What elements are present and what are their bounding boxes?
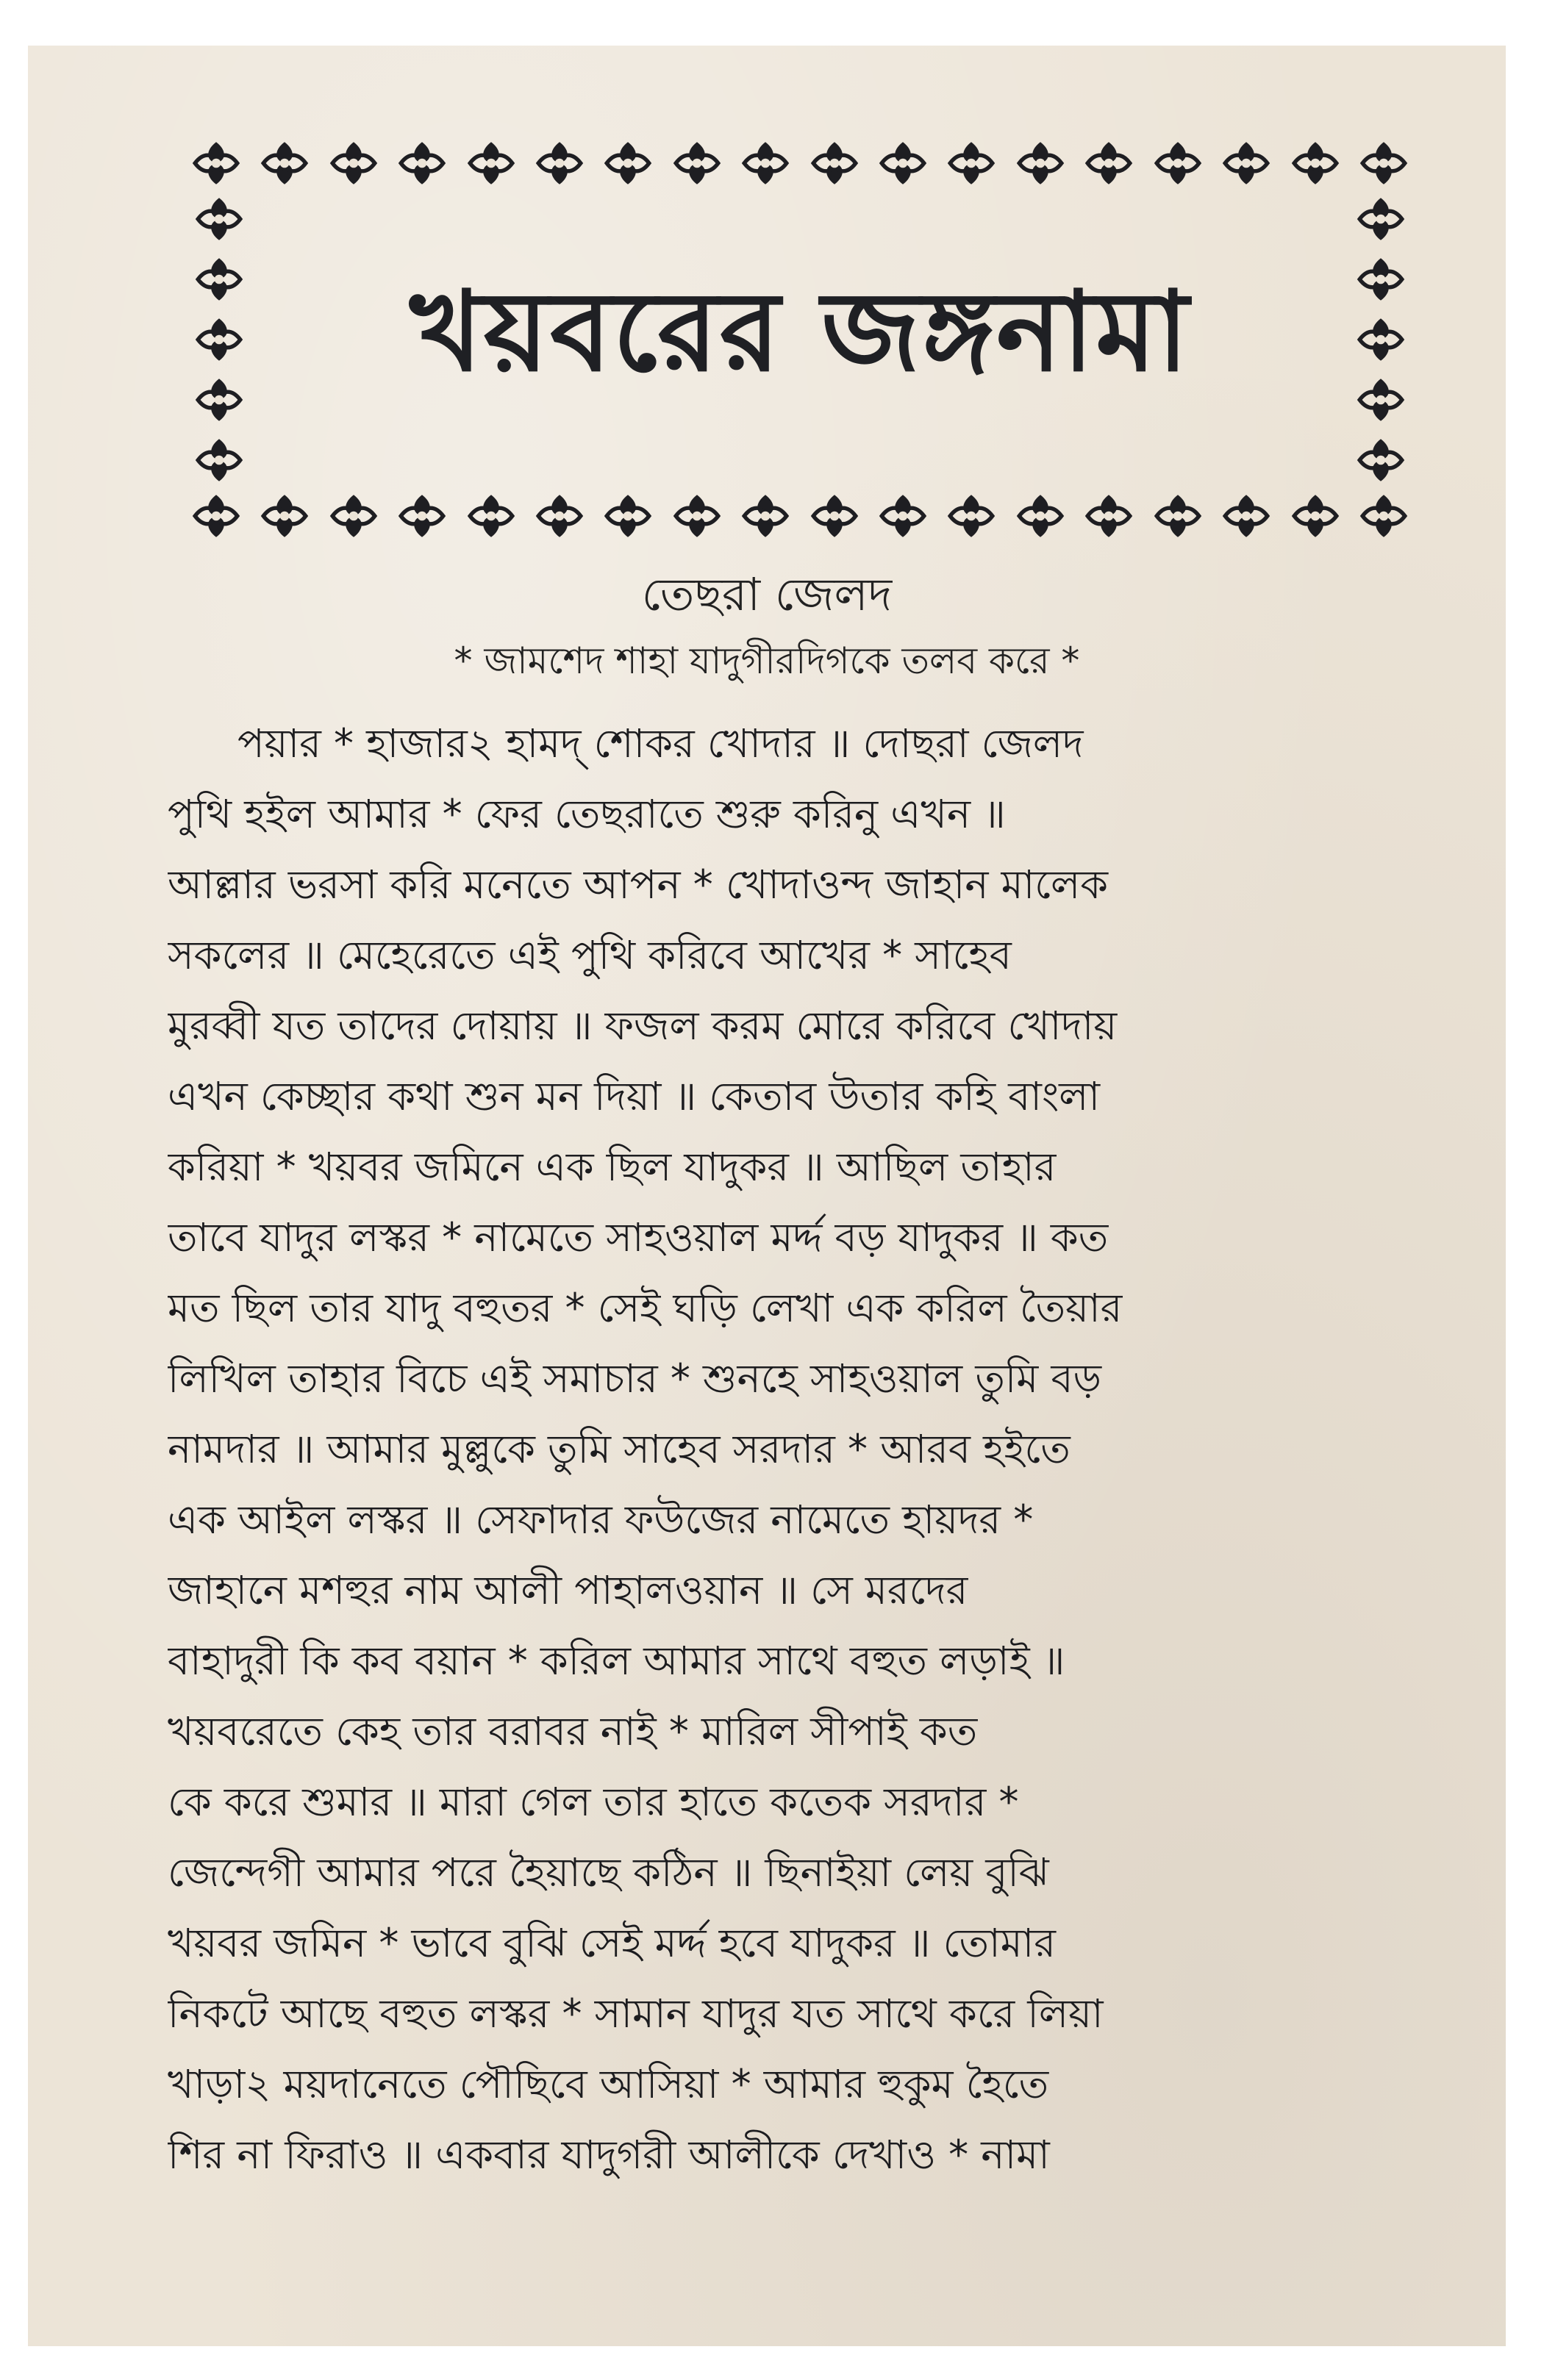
verse-line: খাড়া২ ময়দানেতে পৌছিবে আসিয়া * আমার হুকুম হৈতে	[168, 2061, 1049, 2107]
verse-line: বাহাদুরী কি কব বয়ান * করিল আমার সাথে বহুত লড়াই ॥	[168, 1638, 1065, 1684]
floral-ornament-icon	[258, 490, 311, 542]
floral-ornament-icon	[601, 137, 654, 190]
floral-ornament-icon	[396, 137, 448, 190]
floral-ornament-icon	[739, 137, 792, 190]
verse-line: নিকটে আছে বহুত লস্কর * সামান যাদুর যত সাথে করে লিয়া	[168, 1990, 1104, 2037]
floral-ornament-icon	[1220, 137, 1273, 190]
floral-ornament-icon	[1289, 137, 1342, 190]
floral-ornament-icon	[533, 137, 586, 190]
floral-ornament-icon	[1354, 253, 1407, 306]
volume-subtitle: তেছরা জেলদ	[641, 567, 893, 621]
floral-ornament-icon	[945, 137, 998, 190]
floral-ornament-icon	[1014, 490, 1067, 542]
verse-line: মুরব্বী যত তাদের দোয়ায় ॥ ফজল করম মোরে করিবে খোদায়	[168, 1003, 1118, 1049]
verse-line: খয়বর জমিন * ভাবে বুঝি সেই মর্দ্দ হবে যাদুকর ॥ তোমার	[168, 1920, 1057, 1966]
floral-ornament-icon	[1151, 137, 1204, 190]
ornamental-border-left	[190, 193, 249, 487]
floral-ornament-icon	[601, 490, 654, 542]
verse-line: নামদার ॥ আমার মুল্লুকে তুমি সাহেব সরদার * আরব হইতে	[168, 1426, 1071, 1472]
verse-line: মত ছিল তার যাদু বহুতর * সেই ঘড়ি লেখা এক করিল তৈয়ার	[168, 1285, 1123, 1331]
floral-ornament-icon	[533, 490, 586, 542]
verse-line: এখন কেচ্ছার কথা শুন মন দিয়া ॥ কেতাব উতার কহি বাংলা	[168, 1073, 1101, 1119]
floral-ornament-icon	[193, 193, 246, 245]
floral-ornament-icon	[671, 490, 723, 542]
ornamental-title-frame	[190, 134, 1410, 545]
verse-body	[168, 711, 1447, 2193]
verse-line: লিখিল তাহার বিচে এই সমাচার * শুনহে সাহওয়াল তুমি বড়	[168, 1355, 1102, 1402]
verse-line: আল্লার ভরসা করি মনেতে আপন * খোদাওন্দ জাহান মালেক	[168, 861, 1109, 908]
floral-ornament-icon	[808, 137, 861, 190]
verse-line: জাহানে মশহুর নাম আলী পাহালওয়ান ॥ সে মরদের	[168, 1567, 968, 1613]
floral-ornament-icon	[876, 490, 929, 542]
book-page	[28, 46, 1506, 2346]
ornamental-border-top	[190, 134, 1410, 193]
floral-ornament-icon	[1082, 490, 1135, 542]
verse-line: খয়বরেতে কেহ তার বরাবর নাই * মারিল সীপাই কত	[168, 1708, 978, 1754]
floral-ornament-icon	[327, 490, 380, 542]
floral-ornament-icon	[258, 137, 311, 190]
floral-ornament-icon	[327, 137, 380, 190]
floral-ornament-icon	[1014, 137, 1067, 190]
verse-line: পয়ার * হাজার২ হামদ্ শোকর খোদার ॥ দোছরা জেলদ	[237, 720, 1084, 767]
floral-ornament-icon	[1354, 373, 1407, 426]
floral-ornament-icon	[739, 490, 792, 542]
floral-ornament-icon	[190, 490, 243, 542]
floral-ornament-icon	[465, 490, 518, 542]
floral-ornament-icon	[1357, 490, 1410, 542]
floral-ornament-icon	[1220, 490, 1273, 542]
floral-ornament-icon	[193, 434, 246, 487]
verse-line: করিয়া * খয়বর জমিনে এক ছিল যাদুকর ॥ আছিল তাহার	[168, 1144, 1057, 1190]
floral-ornament-icon	[190, 137, 243, 190]
verse-line: পুথি হইল আমার * ফের তেছরাতে শুরু করিনু এখন ॥	[168, 791, 1006, 837]
floral-ornament-icon	[1289, 490, 1342, 542]
verse-line: তাবে যাদুর লস্কর * নামেতে সাহওয়াল মর্দ্দ বড় যাদুকর ॥ কত	[168, 1214, 1109, 1261]
floral-ornament-icon	[396, 490, 448, 542]
floral-ornament-icon	[1354, 434, 1407, 487]
page-title: খয়বরের জঙ্গনামা	[410, 268, 1190, 396]
floral-ornament-icon	[1082, 137, 1135, 190]
verse-line: শির না ফিরাও ॥ একবার যাদুগরী আলীকে দেখাও * নামা	[168, 2132, 1050, 2178]
floral-ornament-icon	[808, 490, 861, 542]
verse-line: জেন্দেগী আমার পরে হৈয়াছে কঠিন ॥ ছিনাইয়া লেয় বুঝি	[168, 1849, 1049, 1896]
ornamental-border-bottom	[190, 487, 1410, 545]
floral-ornament-icon	[465, 137, 518, 190]
floral-ornament-icon	[1151, 490, 1204, 542]
ornamental-border-right	[1351, 193, 1410, 487]
floral-ornament-icon	[671, 137, 723, 190]
floral-ornament-icon	[1354, 193, 1407, 245]
floral-ornament-icon	[193, 313, 246, 366]
floral-ornament-icon	[945, 490, 998, 542]
section-heading: * জামশেদ শাহা যাদুগীরদিগকে তলব করে *	[454, 639, 1080, 682]
verse-line: কে করে শুমার ॥ মারা গেল তার হাতে কতেক সরদার *	[168, 1779, 1019, 1825]
floral-ornament-icon	[193, 373, 246, 426]
floral-ornament-icon	[1354, 313, 1407, 366]
floral-ornament-icon	[1357, 137, 1410, 190]
verse-line: সকলের ॥ মেহেরেতে এই পুথি করিবে আখের * সাহেব	[168, 932, 1012, 978]
floral-ornament-icon	[193, 253, 246, 306]
floral-ornament-icon	[876, 137, 929, 190]
verse-line: এক আইল লস্কর ॥ সেফাদার ফউজের নামেতে হায়দর *	[168, 1497, 1034, 1543]
